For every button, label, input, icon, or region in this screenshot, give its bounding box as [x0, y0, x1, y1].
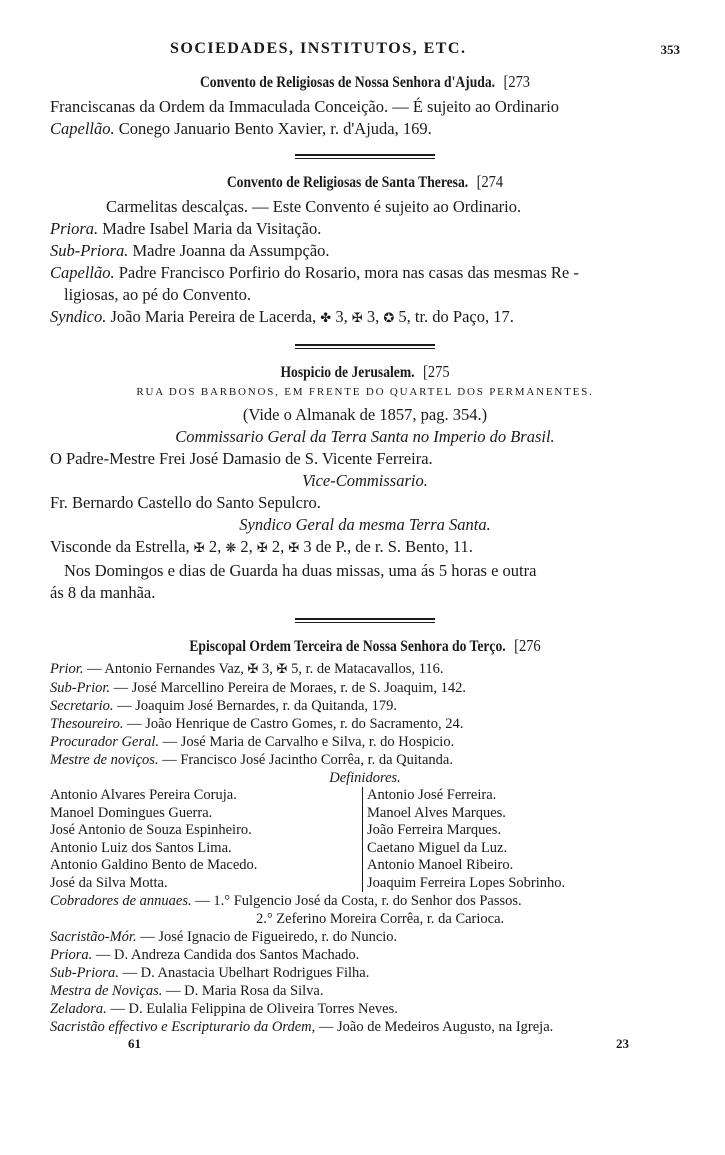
entry-text: — João Henrique de Castro Gomes, r. do Sacramento, 24.: [127, 716, 464, 732]
entry-line: [50, 697, 680, 715]
entry-text: 3,: [262, 661, 273, 677]
definitors-columns: [50, 787, 680, 892]
list-item: José da Silva Motta.: [50, 874, 168, 891]
entry-text: — José Marcellino Pereira de Moraes, r. de S. Joaquim, 142.: [113, 680, 467, 696]
entry-text: 3,: [366, 307, 380, 326]
entry-text: Madre Isabel Maria da Visitação.: [102, 219, 322, 238]
text-line: ás 8 da manhãa.: [50, 583, 156, 602]
section-274: [50, 172, 680, 330]
order-icon: ✠: [256, 541, 268, 556]
section-number: [276: [514, 636, 541, 655]
entry-text: Visconde da Estrella,: [50, 537, 190, 556]
order-icon: ✠: [276, 662, 288, 677]
entry-label: Mestra de Noviças.: [50, 983, 163, 999]
entry-label: Capellão.: [50, 263, 115, 282]
list-item: Antonio Luiz dos Santos Lima.: [50, 839, 232, 856]
entry-line: [50, 946, 680, 964]
order-icon: ❋: [225, 541, 237, 556]
section-276: [50, 636, 680, 1036]
list-item: Manoel Alves Marques.: [367, 804, 506, 821]
list-item: Antonio Galdino Bento de Macedo.: [50, 857, 258, 873]
section-title: [97, 362, 633, 382]
subheading: Commissario Geral da Terra Santa no Imperio do Brasil.: [175, 427, 555, 446]
entry-text: — D. Eulalia Felippina de Oliveira Torres Neves.: [110, 1001, 398, 1017]
list-item: Caetano Miguel da Luz.: [367, 839, 508, 856]
entry-line: [50, 928, 680, 946]
text-line: Carmelitas descalças. — Este Convento é sujeito ao Ordinario.: [106, 197, 522, 216]
entry-text: Conego Januario Bento Xavier, r. d'Ajuda, 169.: [118, 119, 432, 138]
entry-line: [50, 660, 680, 679]
entry-text: — José Maria de Carvalho e Silva, r. do Hospicio.: [162, 734, 455, 750]
entry-line: [50, 306, 680, 330]
list-item: Antonio Manoel Ribeiro.: [367, 857, 514, 873]
page: [50, 40, 680, 1056]
page-number: 353: [660, 42, 680, 57]
entry-text: 5, r. de Matacavallos, 116.: [291, 661, 444, 677]
subheading: Syndico Geral da mesma Terra Santa.: [239, 515, 491, 534]
entry-label: Sub-Prior.: [50, 680, 111, 696]
section-heading: Convento de Religiosas de Santa Theresa.: [226, 174, 469, 191]
entry-line: [50, 892, 680, 910]
entry-line: [50, 262, 680, 284]
text-line: Franciscanas da Ordem da Immaculada Conceição. — É sujeito ao Ordinario: [50, 97, 560, 116]
text-line: Fr. Bernardo Castello do Santo Sepulcro.: [50, 493, 321, 512]
list-item: Manoel Domingues Guerra.: [50, 804, 213, 821]
entry-label: Mestre de noviços.: [50, 752, 159, 768]
order-icon: ✠: [247, 662, 259, 677]
list-item: João Ferreira Marques.: [367, 822, 502, 838]
entry-label: Syndico.: [50, 307, 107, 326]
order-icon: ✪: [383, 311, 395, 326]
reference-line: (Vide o Almanak de 1857, pag. 354.): [242, 405, 488, 424]
section-heading: Convento de Religiosas de Nossa Senhora d'Ajuda.: [199, 74, 496, 91]
entry-text: — 1.° Fulgencio José da Costa, r. do Senhor dos Passos.: [195, 893, 522, 909]
entry-continuation: 2.° Zeferino Moreira Corrêa, r. da Carioca.: [256, 911, 505, 927]
running-title: SOCIEDADES, INSTITUTOS, ETC.: [170, 40, 467, 57]
text-line: Nos Domingos e dias de Guarda ha duas missas, uma ás 5 horas e outra: [64, 561, 537, 580]
entry-label: Prior.: [50, 661, 84, 677]
entry-text: — José Ignacio de Figueiredo, r. do Nuncio.: [140, 929, 398, 945]
section-divider: [295, 618, 435, 620]
entry-text: — D. Anastacia Ubelhart Rodrigues Filha.: [122, 965, 370, 981]
entry-text: Madre Joanna da Assumpção.: [132, 241, 330, 260]
order-icon: ✤: [320, 311, 332, 326]
list-item: Antonio José Ferreira.: [367, 787, 497, 803]
entry-line: [50, 715, 680, 733]
entry-label: Zeladora.: [50, 1001, 107, 1017]
entry-label: Sacristão effectivo e Escripturario da Ordem,: [50, 1019, 316, 1035]
entry-text: — Joaquim José Bernardes, r. da Quitanda, 179.: [117, 698, 398, 714]
address-line: RUA DOS BARBONOS, EM FRENTE DO QUARTEL DOS PERMANENTES.: [136, 386, 594, 398]
footer-number: 23: [616, 1036, 629, 1051]
entry-line: [50, 982, 680, 1000]
entry-line: [50, 679, 680, 697]
entry-continuation: ligiosas, ao pé do Convento.: [64, 285, 251, 304]
entry-line: [50, 751, 680, 769]
order-icon: ✠: [351, 311, 363, 326]
list-item: Antonio Alvares Pereira Coruja.: [50, 787, 237, 803]
signature-mark: 61: [128, 1036, 141, 1051]
definitors-left: [50, 787, 362, 892]
entry-label: Cobradores de annuaes.: [50, 893, 192, 909]
list-item: Joaquim Ferreira Lopes Sobrinho.: [367, 874, 566, 891]
entry-label: Thesoureiro.: [50, 716, 124, 732]
entry-text: 2,: [271, 537, 285, 556]
entry-line: [50, 733, 680, 751]
entry-text: — Antonio Fernandes Vaz,: [87, 661, 244, 677]
entry-label: Priora.: [50, 219, 99, 238]
section-title: [97, 636, 633, 656]
entry-text: — D. Maria Rosa da Silva.: [165, 983, 324, 999]
section-heading: Hospicio de Jerusalem.: [280, 364, 415, 381]
entry-text: — D. Andreza Candida dos Santos Machado.: [95, 947, 360, 963]
entry-line: [50, 1000, 680, 1018]
text-line: O Padre-Mestre Frei José Damasio de S. Vicente Ferreira.: [50, 449, 433, 468]
running-head: [50, 40, 680, 70]
entry-line: [50, 1018, 680, 1036]
entry-label: Priora.: [50, 947, 93, 963]
entry-label: Sub-Priora.: [50, 965, 119, 981]
section-divider: [295, 344, 435, 346]
section-number: [275: [423, 362, 450, 381]
entry-line: [50, 218, 680, 240]
section-heading: Episcopal Ordem Terceira de Nossa Senhora do Terço.: [189, 638, 506, 655]
order-icon: ✠: [288, 541, 300, 556]
entry-label: Secretario.: [50, 698, 114, 714]
section-title: [97, 172, 633, 192]
entry-text: Padre Francisco Porfirio do Rosario, mora nas casas das mesmas Re -: [118, 263, 579, 282]
entry-text: 5, tr. do Paço, 17.: [398, 307, 514, 326]
subheading: Definidores.: [329, 770, 401, 786]
section-title: [97, 72, 633, 92]
definitors-right: [362, 787, 679, 892]
list-item: José Antonio de Souza Espinheiro.: [50, 822, 252, 838]
entry-text: 3,: [335, 307, 348, 326]
entry-label: Sub-Priora.: [50, 241, 129, 260]
page-footer: [50, 1036, 680, 1056]
entry-text: — João de Medeiros Augusto, na Igreja.: [318, 1019, 554, 1035]
entry-line: [50, 536, 680, 560]
entry-label: Capellão.: [50, 119, 115, 138]
entry-label: Procurador Geral.: [50, 734, 160, 750]
order-icon: ✠: [193, 541, 205, 556]
entry-line: [50, 964, 680, 982]
entry-line: [50, 240, 680, 262]
subheading: Vice-Commissario.: [302, 471, 428, 490]
entry-label: Sacristão-Mór.: [50, 929, 137, 945]
section-273: [50, 72, 680, 140]
entry-text: 2,: [208, 537, 222, 556]
entry-text: 3 de P., de r. S. Bento, 11.: [303, 537, 473, 556]
section-number: [274: [476, 172, 504, 191]
entry-text: João Maria Pereira de Lacerda,: [110, 307, 317, 326]
entry-text: — Francisco José Jacintho Corrêa, r. da Quitanda.: [162, 752, 453, 768]
entry-line: [50, 118, 680, 140]
section-divider: [295, 154, 435, 156]
entry-text: 2,: [240, 537, 253, 556]
section-number: [273: [503, 72, 531, 91]
section-275: [50, 362, 680, 604]
